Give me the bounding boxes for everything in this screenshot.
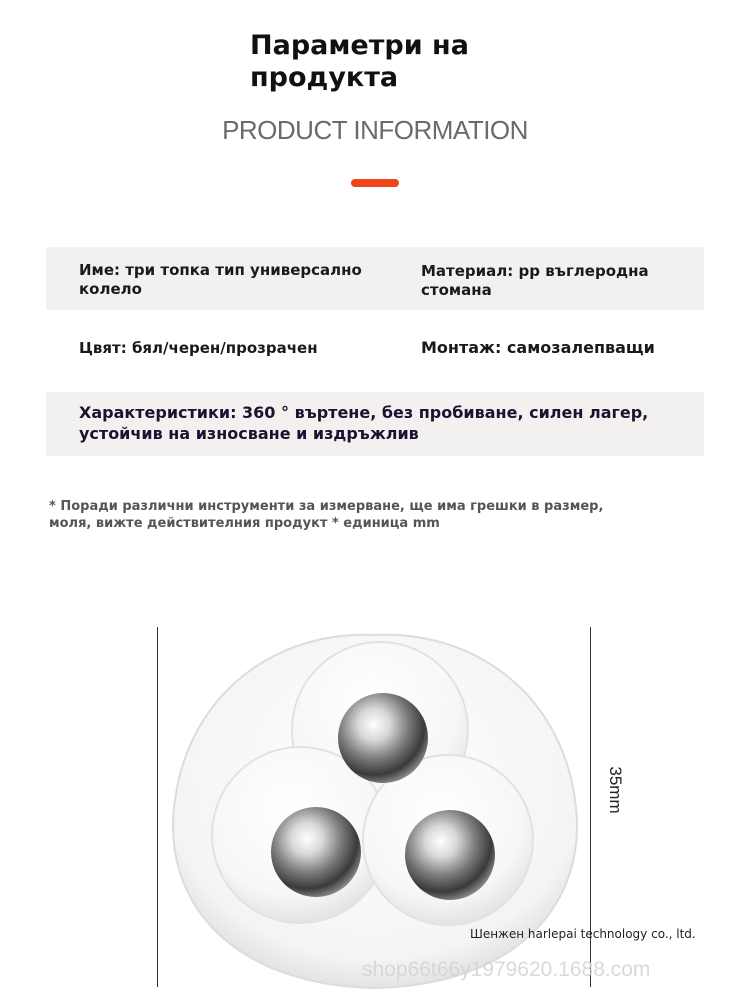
spec-material: Материал: pp въглеродна стомана — [421, 262, 649, 299]
page-subtitle: PRODUCT INFORMATION — [222, 115, 528, 145]
company-name: Шенжен harlepai technology co., ltd. — [470, 927, 696, 941]
steel-ball-right — [405, 810, 495, 900]
spec-color: Цвят: бял/черен/прозрачен — [79, 339, 318, 357]
dimension-label: 35mm — [606, 766, 625, 814]
spec-mounting: Монтаж: самозалепващи — [421, 338, 655, 357]
spec-features: Характеристики: 360 ° въртене, без пробиване, силен лагер, устойчив на износване и издръжлив — [79, 403, 649, 443]
shop-watermark: shop66t66y1979620.1688.com — [362, 958, 651, 981]
steel-ball-top — [338, 693, 428, 783]
spec-row-2 — [46, 316, 704, 379]
spec-row-3 — [46, 392, 704, 456]
steel-ball-left — [271, 807, 361, 897]
spec-row-1 — [46, 247, 704, 310]
accent-divider — [351, 179, 399, 187]
page-title: Параметри на продукта — [250, 30, 469, 93]
measurement-note: * Поради различни инструменти за измерване, ще има грешки в размер, моля, вижте действителния продукт * единица mm — [49, 499, 604, 531]
spec-name: Име: три топка тип универсално колело — [79, 261, 362, 298]
